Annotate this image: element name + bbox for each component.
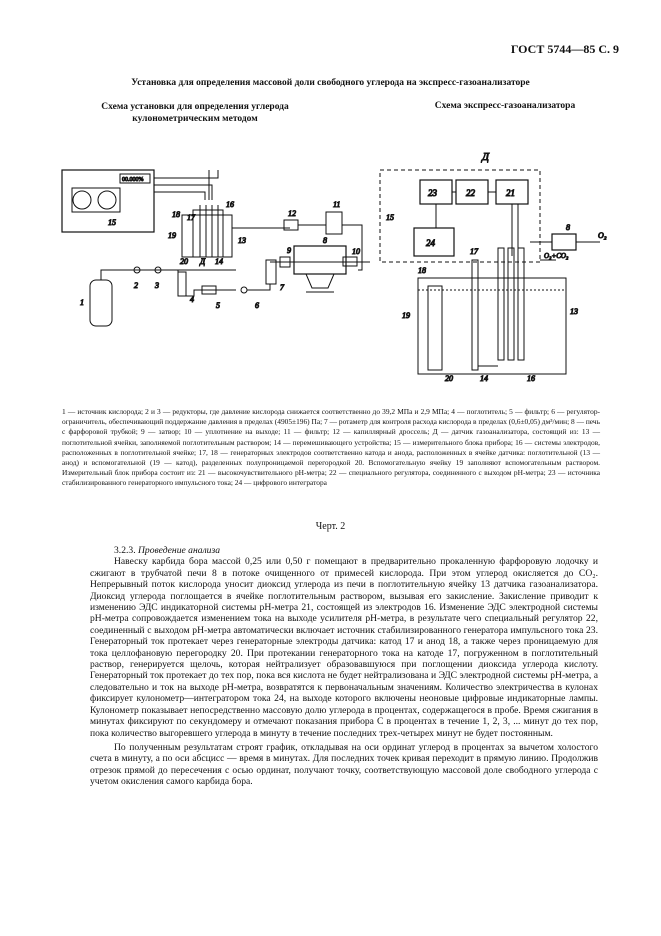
label-15: 15 [108, 218, 116, 227]
label-14: 14 [215, 257, 223, 266]
label-19: 19 [168, 231, 176, 240]
label-10: 10 [352, 247, 360, 256]
section-heading-text: Проведение анализа [138, 545, 221, 556]
figure-caption: Черт. 2 [315, 521, 346, 532]
label-22: 22 [466, 188, 475, 198]
label-19-right: 19 [402, 311, 410, 320]
apparatus-diagram [0, 130, 661, 400]
section-body [90, 545, 598, 788]
label-24: 24 [426, 238, 435, 248]
display-readout: 00.000% [122, 177, 144, 183]
label-13: 13 [238, 236, 246, 245]
label-8-right: 8 [566, 223, 570, 232]
label-7: 7 [280, 283, 284, 292]
left-scheme [62, 170, 370, 326]
label-d-left: Д [200, 257, 206, 266]
right-scheme-title: Схема экспресс-газоанализатора [434, 101, 576, 111]
label-d-right: Д [482, 151, 489, 163]
paragraph-1: Навеску карбида бора массой 0,25 или 0,50 г помещают в предварительно прокаленную фарфоровую лодочку и сжигают в трубчатой печи 8 в потоке очищенного от примесей кислорода. При этом углерод окисляется до CO₂. Непрерывный поток кислорода уносит диоксид углерода из печи в поглотительную ячейку 13 датчика газоанализатора. Диоксид углерода поглощается в ячейке поглотительным раствором, вызывая его закисление. Закисление приводит к изменению ЭДС индикаторной системы pH-метра 21, состоящей из электродов 16. Изменение ЭДС электродной системы pH-метра сопровождается изменением тока на выходе усилителя pH-метра, в результате чего специальный регулятор 22, соединенный с выходом pH-метра автоматически включает источник стабилизированного генератора импульсного тока 23. Генераторный ток протекает через генераторные электроды датчика: катод 17 и анод 18, а также через проницаемую для тока целлофановую перегородку 20. При протекании генераторного тока на катоде 17, погруженном в поглотительный раствор, генерируется щелочь, которая нейтрализует образовавшуюся при поглощении диоксида углерода кислоту. Генераторный ток протекает до тех пор, пока вся кислота не будет нейтрализована и ЭДС электродной системы pH-метра, а следовательно и ток на выходе pH-метра, возвратятся к первоначальным значениям. Количество электричества в кулонах фиксирует кулонометр—интегратором тока 24, на выходе которого включены неоновые цифровые индикаторные лампы. Кулонометр показывает непосредственно массовую долю углерода в процентах, содержащегося в пробе. Время сжигания в минутах фиксируют по секундомеру и отмечают показания прибора С в процентах в течение 1, 2, 3, ... минут до тех пор, пока количество выгоревшего углерода в минуту в течение последних трех-четырех минут не будет постоянным. [90, 556, 598, 739]
label-14-right: 14 [480, 374, 488, 383]
label-1: 1 [80, 298, 84, 307]
label-o2-co2: O₂+CO₂ [544, 252, 569, 260]
section-heading [90, 545, 598, 556]
label-12: 12 [288, 209, 296, 218]
label-5: 5 [216, 301, 220, 310]
label-17: 17 [187, 213, 195, 222]
label-17-right: 17 [470, 247, 478, 256]
label-3: 3 [155, 281, 159, 290]
label-20-right: 20 [445, 374, 453, 383]
label-13-right: 13 [570, 307, 578, 316]
label-2: 2 [134, 281, 138, 290]
label-18-right: 18 [418, 266, 426, 275]
label-6: 6 [255, 301, 259, 310]
label-23: 23 [428, 188, 437, 198]
label-20: 20 [180, 257, 188, 266]
left-scheme-title: Схема установки для определения углерода кулонометрическим методом [101, 102, 289, 124]
label-18: 18 [172, 210, 180, 219]
label-o2: O₂ [598, 231, 607, 240]
figure-legend: 1 — источник кислорода; 2 и 3 — редукторы, где давление кислорода снижается соответственно до 39,2 МПа и 2,9 МПа; 4 — поглотитель; 5 — фильтр; 6 — регулятор-ограничитель, обеспечивающий поддержание давления в пределах (4905±196) Па; 7 — ротаметр для контроля расхода кислорода в пределах (0,6±0,05) дм³/мин; 8 — печь с фарфоровой трубкой; 9 — затвор; 10 — уплотнение на выходе; 11 — фильтр; 12 — капиллярный дроссель; Д — датчик газоанализатора, состоящий из: 13 — поглотительной ячейки, заполняемой поглотительным раствором; 14 — перемешивающего устройства; 15 — измерительного блока прибора; 16 — системы электродов, расположенных в поглотительной ячейке; 17, 18 — генераторных электродов соответственно катода и анода, расположенных в ячейке датчика: поглотительной (13 — анод) и вспомогательной (19 — катод), разделенных полупроницаемой перегородкой 20. Вспомогательную ячейку 19 заполняют вспомогательным раствором. Измерительный блок прибора состоит из: 21 — высокочувствительного pH-метра; 22 — специального регулятора, соединенного с выходом pH-метра; 23 — источника стабилизированного генераторного импульсного тока; 24 — цифрового интегратора [62, 407, 600, 488]
label-9: 9 [287, 246, 291, 255]
figure-title: Установка для определения массовой доли свободного углерода на экспресс-газоанализаторе [131, 78, 530, 88]
page-header: ГОСТ 5744—85 С. 9 [510, 42, 619, 56]
label-15-right: 15 [386, 213, 394, 222]
section-number: 3.2.3. [114, 545, 136, 556]
label-16-right: 16 [527, 374, 535, 383]
paragraph-2: По полученным результатам строят график, откладывая на оси ординат углерод в процентах за вычетом холостого счета в минуту, а по оси абсцисс — время в минутах. Для последних точек кривая переходит в прямую линию. Продолжив отрезок прямой до пересечения с осью ординат, получают точку, соответствующую массовой доле свободного углерода с учетом окисления самого карбида бора. [90, 741, 598, 788]
label-16: 16 [226, 200, 234, 209]
label-8: 8 [323, 236, 327, 245]
right-scheme [380, 151, 607, 383]
label-4: 4 [190, 295, 194, 304]
label-21: 21 [506, 188, 515, 198]
label-11: 11 [333, 200, 341, 209]
